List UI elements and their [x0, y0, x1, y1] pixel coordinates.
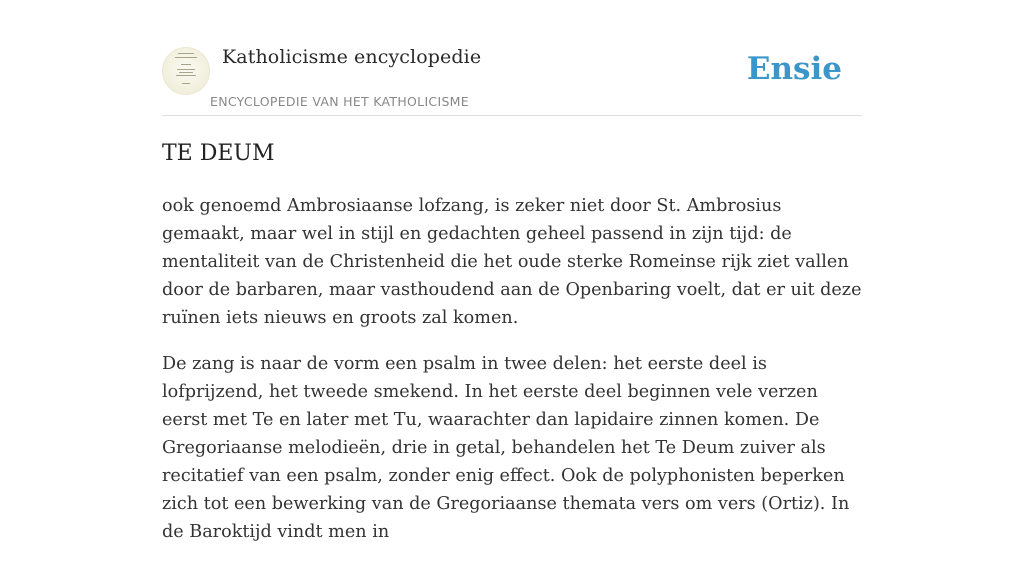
article	[162, 138, 864, 564]
header-divider	[162, 115, 862, 116]
article-title: TE DEUM	[162, 141, 275, 166]
site-title[interactable]: Katholicisme encyclopedie	[222, 46, 482, 68]
article-paragraph: De zang is naar de vorm een psalm in twee delen: het eerste deel is lofprijzend, het tweede smekend. In het eerste deel beginnen vele verzen eerst met Te en later met Tu, waarachter dan lapidaire zinnen komen. De Gregoriaanse melodieën, drie in getal, behandelen het Te Deum zuiver als recitatief van een psalm, zonder enig effect. Ook de polyphonisten beperken zich tot een bewerking van de Gregoriaanse themata vers om vers (Ortiz). In de Baroktijd vindt men in	[162, 354, 850, 542]
article-paragraph: ook genoemd Ambrosiaanse lofzang, is zeker niet door St. Ambrosius gemaakt, maar wel in stijl en gedachten geheel passend in zijn tijd: de mentaliteit van de Christenheid die het oude sterke Romeinse rijk ziet vallen door de barbaren, maar vasthoudend aan de Openbaring voelt, dat er uit deze ruïnen iets nieuws en groots zal komen.	[162, 196, 862, 328]
site-subtitle: ENCYCLOPEDIE VAN HET KATHOLICISME	[210, 94, 469, 109]
encyclopedia-logo-icon[interactable]	[162, 47, 210, 95]
brand-logo[interactable]: Ensie	[746, 51, 842, 87]
site-header	[162, 44, 862, 116]
